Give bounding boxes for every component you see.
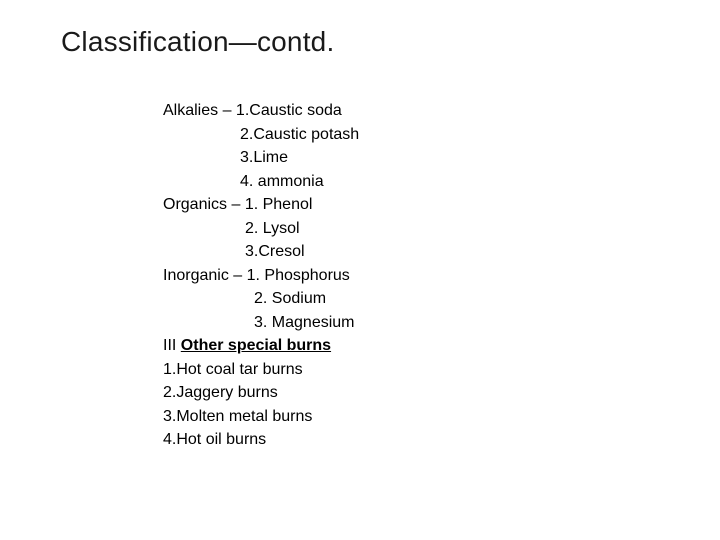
slide-title: Classification—contd. bbox=[61, 26, 335, 57]
alkalies-heading: Alkalies – 1.Caustic soda bbox=[163, 102, 342, 119]
section-numeral: III bbox=[163, 337, 177, 354]
organics-heading: Organics – 1. Phenol bbox=[163, 196, 313, 213]
organics-item: 2. Lysol bbox=[245, 220, 300, 237]
special-burns-item: 3.Molten metal burns bbox=[163, 408, 313, 425]
inorganic-heading: Inorganic – 1. Phosphorus bbox=[163, 267, 350, 284]
special-burns-heading-line bbox=[163, 338, 331, 354]
special-burns-item: 4.Hot oil burns bbox=[163, 431, 267, 448]
inorganic-item: 3. Magnesium bbox=[254, 314, 355, 331]
alkalies-item: 3.Lime bbox=[240, 149, 289, 166]
special-burns-item: 1.Hot coal tar burns bbox=[163, 361, 303, 378]
special-burns-heading: Other special burns bbox=[180, 337, 332, 354]
organics-item: 3.Cresol bbox=[245, 243, 305, 260]
alkalies-item: 4. ammonia bbox=[240, 173, 324, 190]
special-burns-item: 2.Jaggery burns bbox=[163, 384, 278, 401]
alkalies-item: 2.Caustic potash bbox=[240, 126, 360, 143]
inorganic-item: 2. Sodium bbox=[254, 290, 327, 307]
